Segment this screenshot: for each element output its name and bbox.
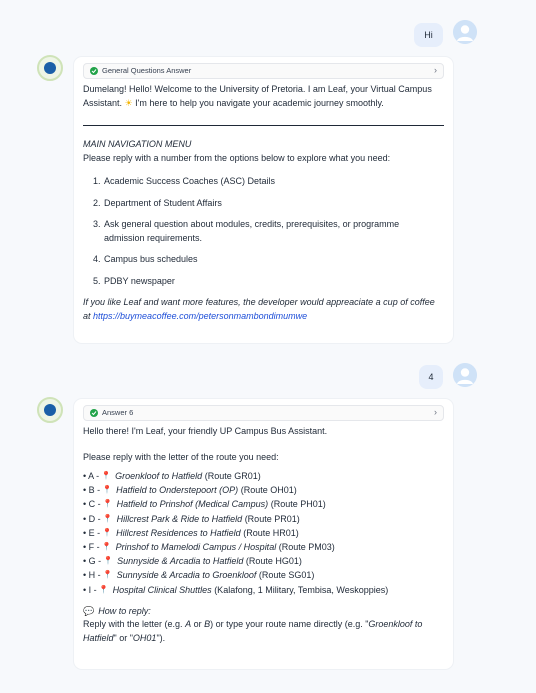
menu-title: MAIN NAVIGATION MENU [83,139,192,149]
check-circle-icon [90,409,98,417]
answer-source-header[interactable] [83,405,444,421]
bot-message-card [74,57,453,343]
sun-emoji-icon: ☀ [124,97,133,108]
route-prompt: Please reply with the letter of the route you need: [83,451,279,462]
user-message-text: 4 [428,372,434,382]
user-message-text: Hi [424,30,433,40]
route-item: • G - 📍 Sunnyside & Arcadia to Hatfield (Route HG01) [83,554,444,568]
bot-avatar [37,55,63,81]
menu-item: 4. Campus bus schedules [93,254,198,264]
pin-icon: 📍 [102,570,113,580]
howto-text: Reply with the letter (e.g. A or B) or type your route name directly (e.g. "Groenkloof to Hatfield" or "OH01"). [83,619,423,643]
pin-icon: 📍 [103,556,114,566]
pin-icon: 📍 [102,499,113,509]
coffee-link[interactable]: https://buymeacoffee.com/petersonmambondimumwe [93,310,308,321]
route-item: • H - 📍 Sunnyside & Arcadia to Groenkloof (Route SG01) [83,568,444,582]
check-circle-icon [90,67,98,75]
bot-message-card [74,399,453,669]
route-item: • A - 📍 Groenkloof to Hatfield (Route GR01) [83,469,444,483]
howto-title: 💬 How to reply: [83,605,151,616]
route-item: • I - 📍 Hospital Clinical Shuttles (Kalafong, 1 Military, Tembisa, Weskoppies) [83,583,444,597]
pin-icon: 📍 [101,471,112,480]
pin-icon: 📍 [101,542,112,552]
bot-avatar [37,397,63,423]
bus-greeting: Hello there! I'm Leaf, your friendly UP Campus Bus Assistant. [83,426,328,436]
coffee-note: If you like Leaf and want more features, the developer would appreaciate a cup of coffee at https://buymeacoffee.com/petersonmambondimumwe [83,297,435,321]
route-item: • C - 📍 Hatfield to Prinshof (Medical Campus) (Route PH01) [83,497,444,511]
chevron-right-icon[interactable]: › [434,65,437,76]
menu-item: 3. Ask general question about modules, credits, prerequisites, or programme admission requirements. [93,219,400,243]
menu-list [83,175,444,288]
divider [83,125,444,126]
user-avatar [453,363,477,387]
route-item: • F - 📍 Prinshof to Mamelodi Campus / Hospital (Route PM03) [83,540,444,554]
route-item: • B - 📍 Hatfield to Onderstepoort (OP) (Route OH01) [83,483,444,497]
pin-icon: 📍 [98,584,109,594]
speech-bubble-icon: 💬 [83,605,95,616]
pin-icon: 📍 [102,513,113,523]
bot-logo-icon [44,62,56,74]
pin-icon: 📍 [102,527,113,537]
pin-icon: 📍 [102,485,113,495]
welcome-text: Dumelang! Hello! Welcome to the University of Pretoria. I am Leaf, your Virtual Campus Assistant. ☀ I'm here to help you navigate your academic journey smoothly. [83,84,432,108]
chevron-right-icon[interactable]: › [434,407,437,418]
menu-prompt: Please reply with a number from the options below to explore what you need: [83,152,391,163]
route-item: • E - 📍 Hillcrest Residences to Hatfield (Route HR01) [83,526,444,540]
user-avatar [453,20,477,44]
answer-source-header[interactable] [83,63,444,79]
user-message-bubble [414,23,443,47]
answer-source-title: General Questions Answer [102,66,192,76]
user-message-bubble [419,365,443,389]
route-item: • D - 📍 Hillcrest Park & Ride to Hatfield (Route PR01) [83,512,444,526]
bot-logo-icon [44,404,56,416]
menu-item: 5. PDBY newspaper [93,275,175,286]
answer-source-title: Answer 6 [102,408,134,418]
menu-item: 1. Academic Success Coaches (ASC) Details [93,176,276,186]
user-icon [453,20,477,44]
menu-item: 2. Department of Student Affairs [93,197,222,208]
route-list [83,469,444,597]
user-icon [453,363,477,387]
